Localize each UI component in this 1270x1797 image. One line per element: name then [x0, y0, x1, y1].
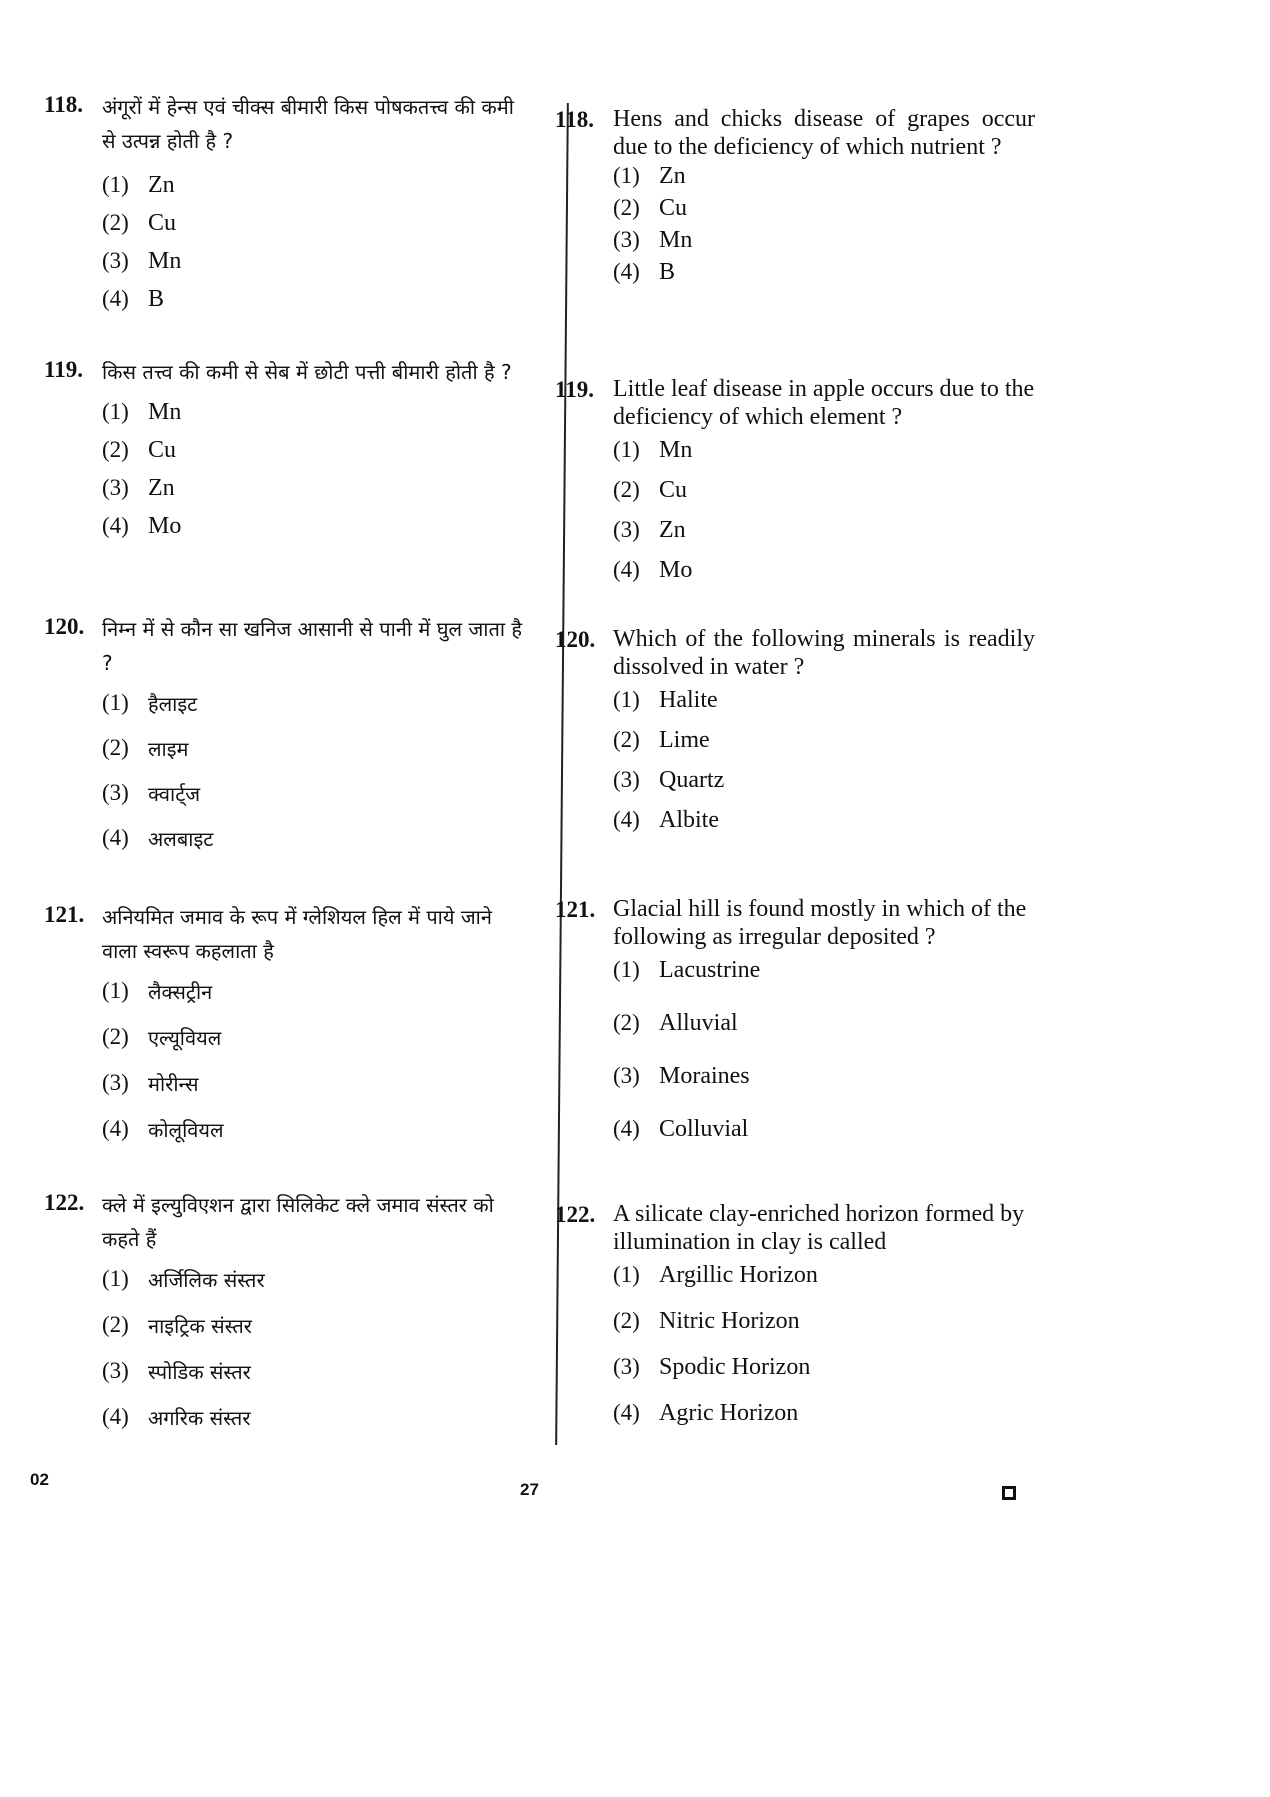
- option-2: [102, 735, 524, 780]
- option-3: [102, 248, 524, 286]
- option-text: लैक्सट्रीन: [148, 980, 213, 1004]
- option-number: (4): [613, 1116, 640, 1141]
- option-2: [613, 477, 1035, 517]
- question-119-hindi: [44, 355, 524, 551]
- option-text: Halite: [659, 687, 718, 713]
- option-number: (1): [102, 1266, 129, 1291]
- option-text: Zn: [659, 163, 686, 189]
- option-text: कोलूवियल: [148, 1118, 224, 1142]
- option-text: Agric Horizon: [659, 1400, 799, 1426]
- option-3: [613, 517, 1035, 557]
- question-text: क्ले में इल्युविएशन द्वारा सिलिकेट क्ले जमाव संस्तर को कहते हैं: [102, 1193, 494, 1251]
- option-number: (2): [613, 727, 640, 752]
- option-number: (3): [102, 780, 129, 805]
- option-number: (4): [102, 286, 129, 311]
- option-4: [102, 1404, 524, 1450]
- option-1: [102, 172, 524, 210]
- option-1: [613, 1262, 1035, 1308]
- option-text: अलबाइट: [148, 827, 214, 851]
- option-2: [613, 195, 1035, 227]
- option-number: (1): [613, 687, 640, 712]
- option-text: B: [148, 286, 165, 312]
- question-text: निम्न में से कौन सा खनिज आसानी से पानी में घुल जाता है ?: [102, 617, 523, 675]
- option-3: [613, 1063, 1035, 1116]
- option-3: [613, 767, 1035, 807]
- option-number: (1): [102, 172, 129, 197]
- option-4: [613, 557, 1035, 597]
- option-text: नाइट्रिक संस्तर: [148, 1314, 252, 1338]
- option-text: Mn: [659, 227, 693, 253]
- option-text: Mn: [148, 399, 182, 425]
- option-text: Colluvial: [659, 1116, 749, 1142]
- option-number: (2): [102, 1312, 129, 1337]
- option-number: (4): [102, 1404, 129, 1429]
- option-4: [613, 807, 1035, 847]
- option-number: (3): [102, 475, 129, 500]
- option-text: Mo: [148, 513, 182, 539]
- question-118-hindi: [44, 90, 524, 324]
- question-119-english: [555, 375, 1035, 597]
- option-3: [102, 475, 524, 513]
- option-text: Nitric Horizon: [659, 1308, 800, 1334]
- option-1: [613, 687, 1035, 727]
- option-number: (3): [102, 1358, 129, 1383]
- question-number: 121.: [44, 902, 85, 927]
- option-text: Mo: [659, 557, 693, 583]
- question-number: 121.: [555, 897, 596, 922]
- option-4: [102, 825, 524, 870]
- option-3: [102, 780, 524, 825]
- question-number: 118.: [44, 92, 83, 117]
- option-2: [613, 727, 1035, 767]
- option-text: Spodic Horizon: [659, 1354, 811, 1380]
- option-1: [613, 957, 1035, 1010]
- option-number: (4): [613, 1400, 640, 1425]
- question-text: Glacial hill is found mostly in which of the following as irregular deposited ?: [613, 896, 1027, 950]
- question-118-english: [555, 105, 1035, 291]
- question-number: 120.: [555, 627, 596, 652]
- option-2: [102, 210, 524, 248]
- option-number: (1): [613, 957, 640, 982]
- option-number: (1): [613, 163, 640, 188]
- option-3: [613, 227, 1035, 259]
- question-120-english: [555, 625, 1035, 847]
- option-text: स्पोडिक संस्तर: [148, 1360, 251, 1384]
- option-3: [613, 1354, 1035, 1400]
- option-text: Zn: [659, 517, 686, 543]
- option-number: (3): [613, 227, 640, 252]
- option-1: [102, 978, 524, 1024]
- option-3: [102, 1070, 524, 1116]
- question-122-english: [555, 1200, 1035, 1446]
- option-4: [613, 1400, 1035, 1446]
- question-122-hindi: [44, 1188, 524, 1450]
- page-number: 27: [520, 1480, 539, 1499]
- option-number: (4): [613, 807, 640, 832]
- option-number: (3): [613, 1354, 640, 1379]
- question-text: A silicate clay-enriched horizon formed by illumination in clay is called: [613, 1201, 1025, 1255]
- option-number: (4): [613, 259, 640, 284]
- option-2: [102, 1024, 524, 1070]
- option-text: Cu: [659, 477, 688, 503]
- question-number: 122.: [555, 1202, 596, 1227]
- question-text: अंगूरों में हेन्स एवं चीक्स बीमारी किस पोषकतत्त्व की कमी से उत्पन्न होती है ?: [102, 95, 514, 153]
- question-text: Which of the following minerals is readily dissolved in water ?: [613, 626, 1035, 680]
- option-text: B: [659, 259, 676, 285]
- option-number: (4): [102, 825, 129, 850]
- option-text: Zn: [148, 475, 175, 501]
- option-4: [102, 1116, 524, 1162]
- question-121-hindi: [44, 900, 524, 1162]
- option-4: [102, 286, 524, 324]
- option-2: [613, 1010, 1035, 1063]
- option-text: Lime: [659, 727, 710, 753]
- option-number: (3): [613, 767, 640, 792]
- registration-mark-icon: [1002, 1486, 1016, 1500]
- question-text: Little leaf disease in apple occurs due to the deficiency of which element ?: [613, 376, 1035, 430]
- option-number: (2): [613, 1010, 640, 1035]
- option-number: (2): [102, 437, 129, 462]
- option-number: (1): [102, 399, 129, 424]
- question-number: 119.: [555, 377, 594, 402]
- option-number: (3): [102, 1070, 129, 1095]
- option-text: Moraines: [659, 1063, 750, 1089]
- option-number: (1): [102, 690, 129, 715]
- option-4: [102, 513, 524, 551]
- option-text: Cu: [659, 195, 688, 221]
- option-text: क्वार्ट्ज: [148, 782, 201, 806]
- option-text: अर्जिलिक संस्तर: [148, 1268, 265, 1292]
- question-text: किस तत्त्व की कमी से सेब में छोटी पत्ती बीमारी होती है ?: [102, 360, 512, 384]
- option-number: (2): [102, 210, 129, 235]
- option-number: (2): [613, 477, 640, 502]
- option-number: (1): [102, 978, 129, 1003]
- option-text: Alluvial: [659, 1010, 738, 1036]
- option-1: [102, 1266, 524, 1312]
- option-number: (4): [102, 1116, 129, 1141]
- question-120-hindi: [44, 612, 524, 870]
- option-2: [613, 1308, 1035, 1354]
- option-number: (3): [102, 248, 129, 273]
- question-121-english: [555, 895, 1035, 1169]
- option-1: [102, 399, 524, 437]
- option-4: [613, 1116, 1035, 1169]
- option-number: (3): [613, 1063, 640, 1088]
- option-text: Mn: [148, 248, 182, 274]
- option-number: (4): [102, 513, 129, 538]
- option-number: (2): [102, 1024, 129, 1049]
- question-text: अनियमित जमाव के रूप में ग्लेशियल हिल में पाये जाने वाला स्वरूप कहलाता है: [102, 905, 492, 963]
- option-text: Albite: [659, 807, 719, 833]
- option-number: (2): [613, 195, 640, 220]
- question-text: Hens and chicks disease of grapes occur due to the deficiency of which nutrient ?: [613, 106, 1035, 160]
- question-number: 120.: [44, 614, 85, 639]
- option-text: लाइम: [148, 737, 189, 761]
- option-text: मोरीन्स: [148, 1072, 199, 1096]
- option-number: (4): [613, 557, 640, 582]
- option-text: Mn: [659, 437, 693, 463]
- option-2: [102, 1312, 524, 1358]
- option-text: हैलाइट: [148, 692, 198, 716]
- option-number: (1): [613, 1262, 640, 1287]
- question-number: 118.: [555, 107, 594, 132]
- option-number: (2): [613, 1308, 640, 1333]
- question-number: 122.: [44, 1190, 85, 1215]
- option-text: Argillic Horizon: [659, 1262, 818, 1288]
- option-3: [102, 1358, 524, 1404]
- option-1: [102, 690, 524, 735]
- option-number: (1): [613, 437, 640, 462]
- option-text: Lacustrine: [659, 957, 761, 983]
- option-text: Cu: [148, 437, 177, 463]
- option-4: [613, 259, 1035, 291]
- option-text: Quartz: [659, 767, 725, 793]
- option-1: [613, 437, 1035, 477]
- question-number: 119.: [44, 357, 83, 382]
- option-text: Zn: [148, 172, 175, 198]
- option-text: Cu: [148, 210, 177, 236]
- option-text: एल्यूवियल: [148, 1026, 222, 1050]
- option-2: [102, 437, 524, 475]
- option-number: (2): [102, 735, 129, 760]
- option-1: [613, 163, 1035, 195]
- booklet-code: 02: [30, 1470, 49, 1489]
- option-text: अगरिक संस्तर: [148, 1406, 251, 1430]
- option-number: (3): [613, 517, 640, 542]
